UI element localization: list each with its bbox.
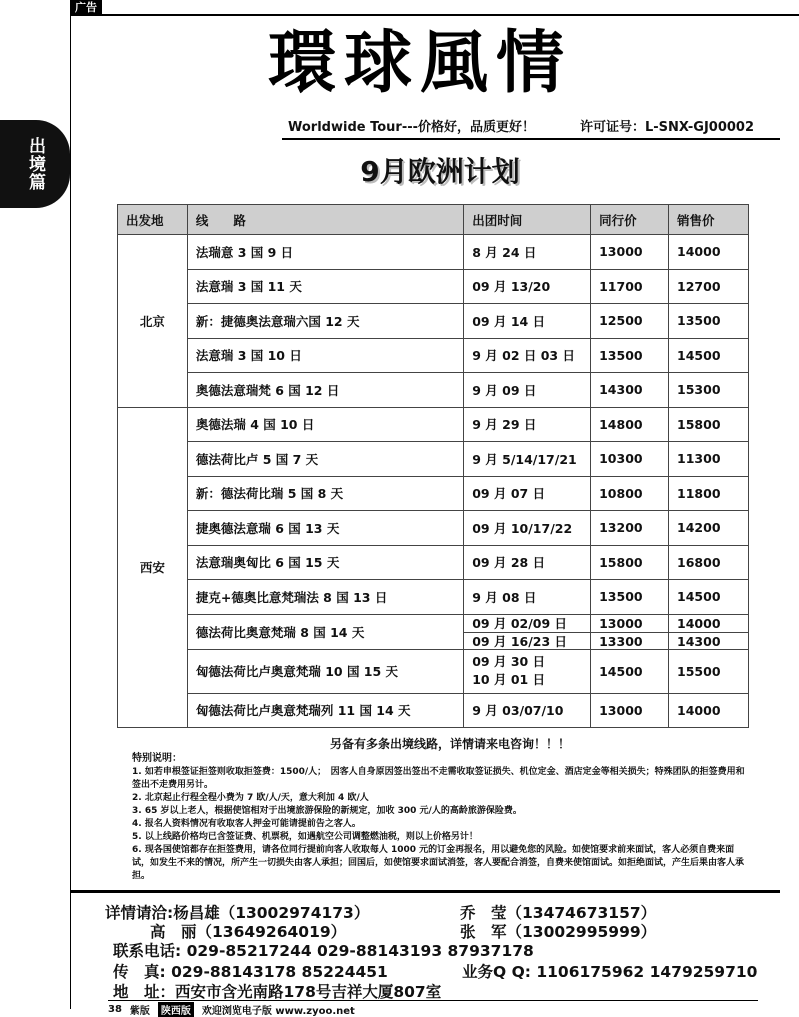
retail-price-cell: 16800 xyxy=(669,545,749,580)
header-route: 线 路 xyxy=(187,205,463,235)
peer-price-cell xyxy=(591,614,669,649)
table-row xyxy=(118,511,749,546)
table-row xyxy=(118,338,749,373)
table-row xyxy=(118,649,749,693)
route-cell: 法意瑞 3 国 11 天 xyxy=(187,269,463,304)
contact-person: 张 军（13002995999） xyxy=(460,923,657,941)
route-cell: 捷奥德法意瑞 6 国 13 天 xyxy=(187,511,463,546)
date-value: 09 月 02/09 日 xyxy=(472,615,568,631)
date-value: 09 月 16/23 日 xyxy=(464,632,590,649)
table-row xyxy=(118,580,749,615)
notes-title: 特别说明： xyxy=(132,753,182,764)
tagline: Worldwide Tour---价格好，品质更好！ xyxy=(288,120,536,135)
route-cell: 匈德法荷比卢奥意梵瑞列 11 国 14 天 xyxy=(187,693,463,728)
route-cell: 德法荷比卢 5 国 7 天 xyxy=(187,442,463,477)
more-routes-note: 另备有多条出境线路，详情请来电咨询！！！ xyxy=(330,737,571,751)
peer-price-cell: 14500 xyxy=(591,649,669,693)
header-departure: 出发地 xyxy=(118,205,188,235)
side-section-tab xyxy=(0,120,70,208)
route-cell: 匈德法荷比卢奥意梵瑞 10 国 15 天 xyxy=(187,649,463,693)
retail-price-cell: 14000 xyxy=(669,693,749,728)
table-row xyxy=(118,614,749,649)
peer-price-cell: 14800 xyxy=(591,407,669,442)
retail-price-cell: 13500 xyxy=(669,304,749,339)
date-cell: 09 月 07 日 xyxy=(464,476,591,511)
top-rule xyxy=(70,14,799,16)
retail-price-cell: 11300 xyxy=(669,442,749,477)
date-cell: 09 月 14 日 xyxy=(464,304,591,339)
table-row xyxy=(118,693,749,728)
price-value: 14300 xyxy=(669,632,748,649)
route-cell: 捷克+德奥比意梵瑞法 8 国 13 日 xyxy=(187,580,463,615)
peer-price-cell: 13500 xyxy=(591,338,669,373)
date-value: 09 月 30 日 xyxy=(472,654,546,669)
peer-price-cell: 11700 xyxy=(591,269,669,304)
date-cell: 9 月 02 日 03 日 xyxy=(464,338,591,373)
page-number: 38 xyxy=(108,1004,122,1015)
table-row xyxy=(118,304,749,339)
contact-person: 高 丽（13649264019） xyxy=(150,923,347,941)
note-item: 5. 以上线路价格均已含签证费、机票税，如遇航空公司调整燃油税，则以上价格另计！ xyxy=(132,832,478,842)
contact-person: 详情请洽:杨昌雄（13002974173） xyxy=(105,904,370,922)
peer-price-cell: 10300 xyxy=(591,442,669,477)
route-cell: 法意瑞 3 国 10 日 xyxy=(187,338,463,373)
edition-logo: 陕西版 xyxy=(158,1002,194,1017)
footer-slogan: 欢迎浏览电子版 www.zyoo.net xyxy=(201,1006,355,1017)
peer-price-cell: 10800 xyxy=(591,476,669,511)
retail-price-cell: 14000 xyxy=(669,235,749,270)
note-item: 6. 现各国使馆都存在拒签费用，请各位同行提前向客人收取每人 1000 元的订金再报名，用以避免您的风险。如使馆要求前来面试，客人必须自费来面试，如发生不来的情况，所产生一切损失由客人承担；回国后，如使馆要求面试消签，客人要配合消签，自费来使馆面试。如拒绝面试，产生后果由客人承担。 xyxy=(132,845,745,881)
header-date: 出团时间 xyxy=(464,205,591,235)
license-number: 许可证号：L-SNX-GJ00002 xyxy=(580,120,755,135)
edition-label: 紫版 xyxy=(129,1006,150,1017)
peer-price-cell: 13000 xyxy=(591,235,669,270)
table-row xyxy=(118,269,749,304)
departure-city: 北京 xyxy=(118,235,188,408)
table-header-row xyxy=(118,205,749,235)
retail-price-cell: 14500 xyxy=(669,338,749,373)
brand-logo: 環球風情 xyxy=(267,23,572,103)
page-title: 9月欧洲计划 xyxy=(360,155,520,188)
route-cell: 法瑞意 3 国 9 日 xyxy=(187,235,463,270)
tagline-rule xyxy=(282,138,780,140)
date-cell: 9 月 09 日 xyxy=(464,373,591,408)
date-cell xyxy=(464,649,591,693)
date-cell: 8 月 24 日 xyxy=(464,235,591,270)
route-cell: 奥德法瑞 4 国 10 日 xyxy=(187,407,463,442)
date-cell: 9 月 29 日 xyxy=(464,407,591,442)
date-cell: 9 月 08 日 xyxy=(464,580,591,615)
special-notes xyxy=(132,752,752,883)
retail-price-cell: 15500 xyxy=(669,649,749,693)
route-cell: 奥德法意瑞梵 6 国 12 日 xyxy=(187,373,463,408)
peer-price-cell: 12500 xyxy=(591,304,669,339)
contact-rule xyxy=(70,890,780,893)
date-value: 10 月 01 日 xyxy=(472,672,546,687)
table-row xyxy=(118,407,749,442)
peer-price-cell: 13000 xyxy=(591,693,669,728)
table-row xyxy=(118,373,749,408)
retail-price-cell: 15800 xyxy=(669,407,749,442)
side-tab-label: 出境篇 xyxy=(25,137,45,191)
peer-price-cell: 13500 xyxy=(591,580,669,615)
contact-phone: 联系电话: 029-85217244 029-88143193 87937178 xyxy=(113,942,534,960)
contact-address: 地 址：西安市含光南路178号吉祥大厦807室 xyxy=(113,983,442,1001)
table-row xyxy=(118,235,749,270)
date-cell: 09 月 28 日 xyxy=(464,545,591,580)
price-value: 13000 xyxy=(599,615,643,631)
table-row xyxy=(118,476,749,511)
retail-price-cell: 14500 xyxy=(669,580,749,615)
note-item: 2. 北京起止行程全程小费为 7 欧/人/天，意大利加 4 欧/人 xyxy=(132,793,369,803)
date-cell: 9 月 5/14/17/21 xyxy=(464,442,591,477)
date-cell: 9 月 03/07/10 xyxy=(464,693,591,728)
route-cell: 法意瑞奥匈比 6 国 15 天 xyxy=(187,545,463,580)
left-rule xyxy=(70,14,71,1009)
contact-fax: 传 真: 029-88143178 85224451 xyxy=(113,963,388,981)
retail-price-cell: 14200 xyxy=(669,511,749,546)
contact-person: 乔 莹（13474673157） xyxy=(460,904,657,922)
date-cell: 09 月 10/17/22 xyxy=(464,511,591,546)
note-item: 3. 65 岁以上老人，根据使馆相对于出境旅游保险的新规定，加收 300 元/人的高龄旅游保险费。 xyxy=(132,806,522,816)
departure-city: 西安 xyxy=(118,407,188,728)
header-retail-price: 销售价 xyxy=(669,205,749,235)
route-cell: 德法荷比奥意梵瑞 8 国 14 天 xyxy=(187,614,463,649)
retail-price-cell xyxy=(669,614,749,649)
price-value: 14000 xyxy=(677,615,721,631)
header-peer-price: 同行价 xyxy=(591,205,669,235)
note-item: 4. 报名人资料情况有收取客人押金可能请提前告之客人。 xyxy=(132,819,361,829)
table-row xyxy=(118,442,749,477)
retail-price-cell: 15300 xyxy=(669,373,749,408)
retail-price-cell: 12700 xyxy=(669,269,749,304)
note-item: 1. 如若申根签证拒签则收取拒签费：1500/人； 因客人自身原因签出签出不走需收取签证损失、机位定金、酒店定金等相关损失；特殊团队的拒签费用和签出不走费用另计。 xyxy=(132,767,745,790)
date-cell xyxy=(464,614,591,649)
price-value: 13300 xyxy=(591,632,668,649)
routes-table xyxy=(117,204,749,728)
date-cell: 09 月 13/20 xyxy=(464,269,591,304)
page-footer xyxy=(108,1000,758,1016)
peer-price-cell: 14300 xyxy=(591,373,669,408)
contact-qq: 业务Q Q: 1106175962 1479259710 xyxy=(462,963,758,981)
peer-price-cell: 15800 xyxy=(591,545,669,580)
peer-price-cell: 13200 xyxy=(591,511,669,546)
route-cell: 新：德法荷比瑞 5 国 8 天 xyxy=(187,476,463,511)
table-row xyxy=(118,545,749,580)
ad-tag: 广告 xyxy=(70,0,102,16)
retail-price-cell: 11800 xyxy=(669,476,749,511)
route-cell: 新：捷德奥法意瑞六国 12 天 xyxy=(187,304,463,339)
